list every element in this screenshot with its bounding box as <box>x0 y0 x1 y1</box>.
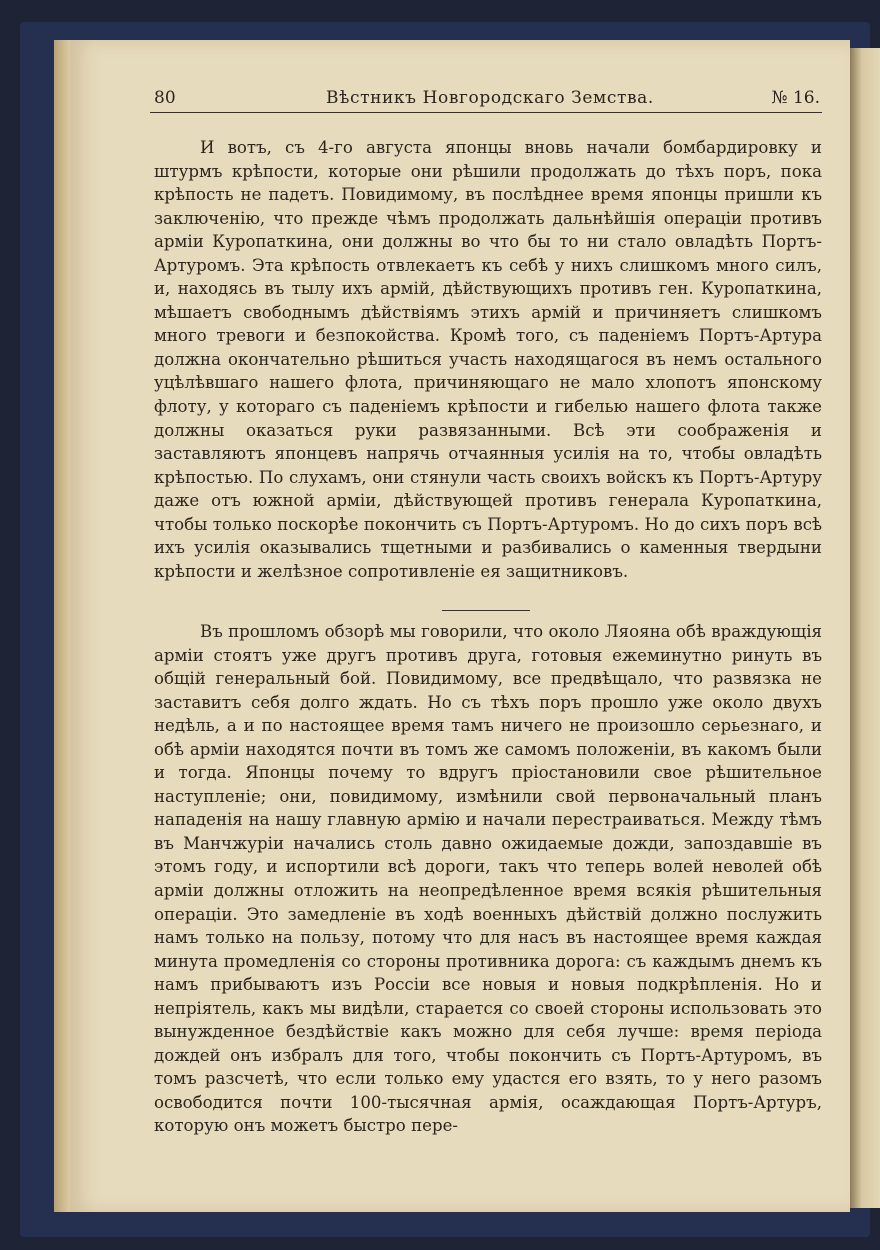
running-header <box>150 84 822 113</box>
journal-title: Вѣстникъ Новгородскаго Земства. <box>326 88 654 108</box>
issue-number: № 16. <box>771 88 820 108</box>
page-number: 80 <box>154 88 176 108</box>
section-divider <box>442 610 530 611</box>
paragraph: Въ прошломъ обзорѣ мы говорили, что около Ляояна обѣ враждующія арміи стоятъ уже другъ противъ друга, готовыя ежеминутно ринуть въ общій генеральный бой. Повидимому, все предвѣщало, что развязка не заставитъ себя долго ждать. Но съ тѣхъ поръ прошло уже около двухъ недѣль, а и по настоящее время тамъ ничего не произошло серьезнаго, и обѣ арміи находятся почти въ томъ же самомъ положеніи, въ какомъ были и тогда. Японцы почему то вдругъ пріостановили свое рѣшительное наступленіе; они, повидимому, измѣнили свой первоначальный планъ нападенія на нашу главную армію и начали перестраиваться. Между тѣмъ въ Манчжуріи начались столь давно ожидаемые дожди, запоздавшіе въ этомъ году, и испортили всѣ дороги, такъ что теперь волей неволей обѣ арміи должны отложить на неопредѣленное время всякія рѣшительныя операціи. Это замедленіе въ ходѣ военныхъ дѣйствій должно послужить намъ только на пользу, потому что для насъ въ настоящее время каждая минута промедленія со стороны противника дорога: съ каждымъ днемъ къ намъ прибываютъ изъ Россіи все новыя и новыя подкрѣпленія. Но и непріятель, какъ мы видѣли, старается со своей стороны использовать это вынужденное бездѣйствіе какъ можно для себя лучше: время періода дождей онъ избралъ для того, чтобы покончить съ Портъ-Артуромъ, въ томъ разсчетѣ, что если только ему удастся его взять, то у него разомъ освободится почти 100-тысячная армія, осаждающая Портъ-Артуръ, которую онъ можетъ быстро пере- <box>154 622 822 1136</box>
paragraph: И вотъ, съ 4-го августа японцы вновь начали бомбардировку и штурмъ крѣпости, которые они рѣшили продолжать до тѣхъ поръ, пока крѣпость не падетъ. Повидимому, въ послѣднее время японцы пришли къ заключенію, что прежде чѣмъ продолжать дальнѣйшія операціи противъ арміи Куропаткина, они должны во что бы то ни стало овладѣть Портъ-Артуромъ. Эта крѣпость отвлекаетъ къ себѣ у нихъ слишкомъ много силъ, и, находясь въ тылу ихъ армій, дѣйствующихъ противъ ген. Куропаткина, мѣшаетъ свободнымъ дѣйствіямъ этихъ армій и причиняетъ слишкомъ много тревоги и безпокойства. Кромѣ того, съ паденіемъ Портъ-Артура должна окончательно рѣшиться участь находящагося въ немъ остального уцѣлѣвшаго нашего флота, причиняющаго не мало хлопотъ японскому флоту, у котораго съ паденіемъ крѣпости и гибелью нашего флота также должны оказаться руки развязанными. Всѣ эти соображенія и заставляютъ японцевъ напрячь отчаянныя усилія на то, чтобы овладѣть крѣпостью. По слухамъ, они стянули часть своихъ войскъ къ Портъ-Артуру даже отъ южной арміи, дѣйствующей противъ генерала Куропаткина, чтобы только поскорѣе покончить съ Портъ-Артуромъ. Но до сихъ поръ всѣ ихъ усилія оказывались тщетными и разбивались о каменныя твердыни крѣпости и желѣзное сопротивленіе ея защитниковъ. <box>154 138 822 581</box>
facing-page-edge <box>850 48 880 1208</box>
article-text-block-1 <box>154 136 822 583</box>
article-text-block-2 <box>154 620 822 1138</box>
